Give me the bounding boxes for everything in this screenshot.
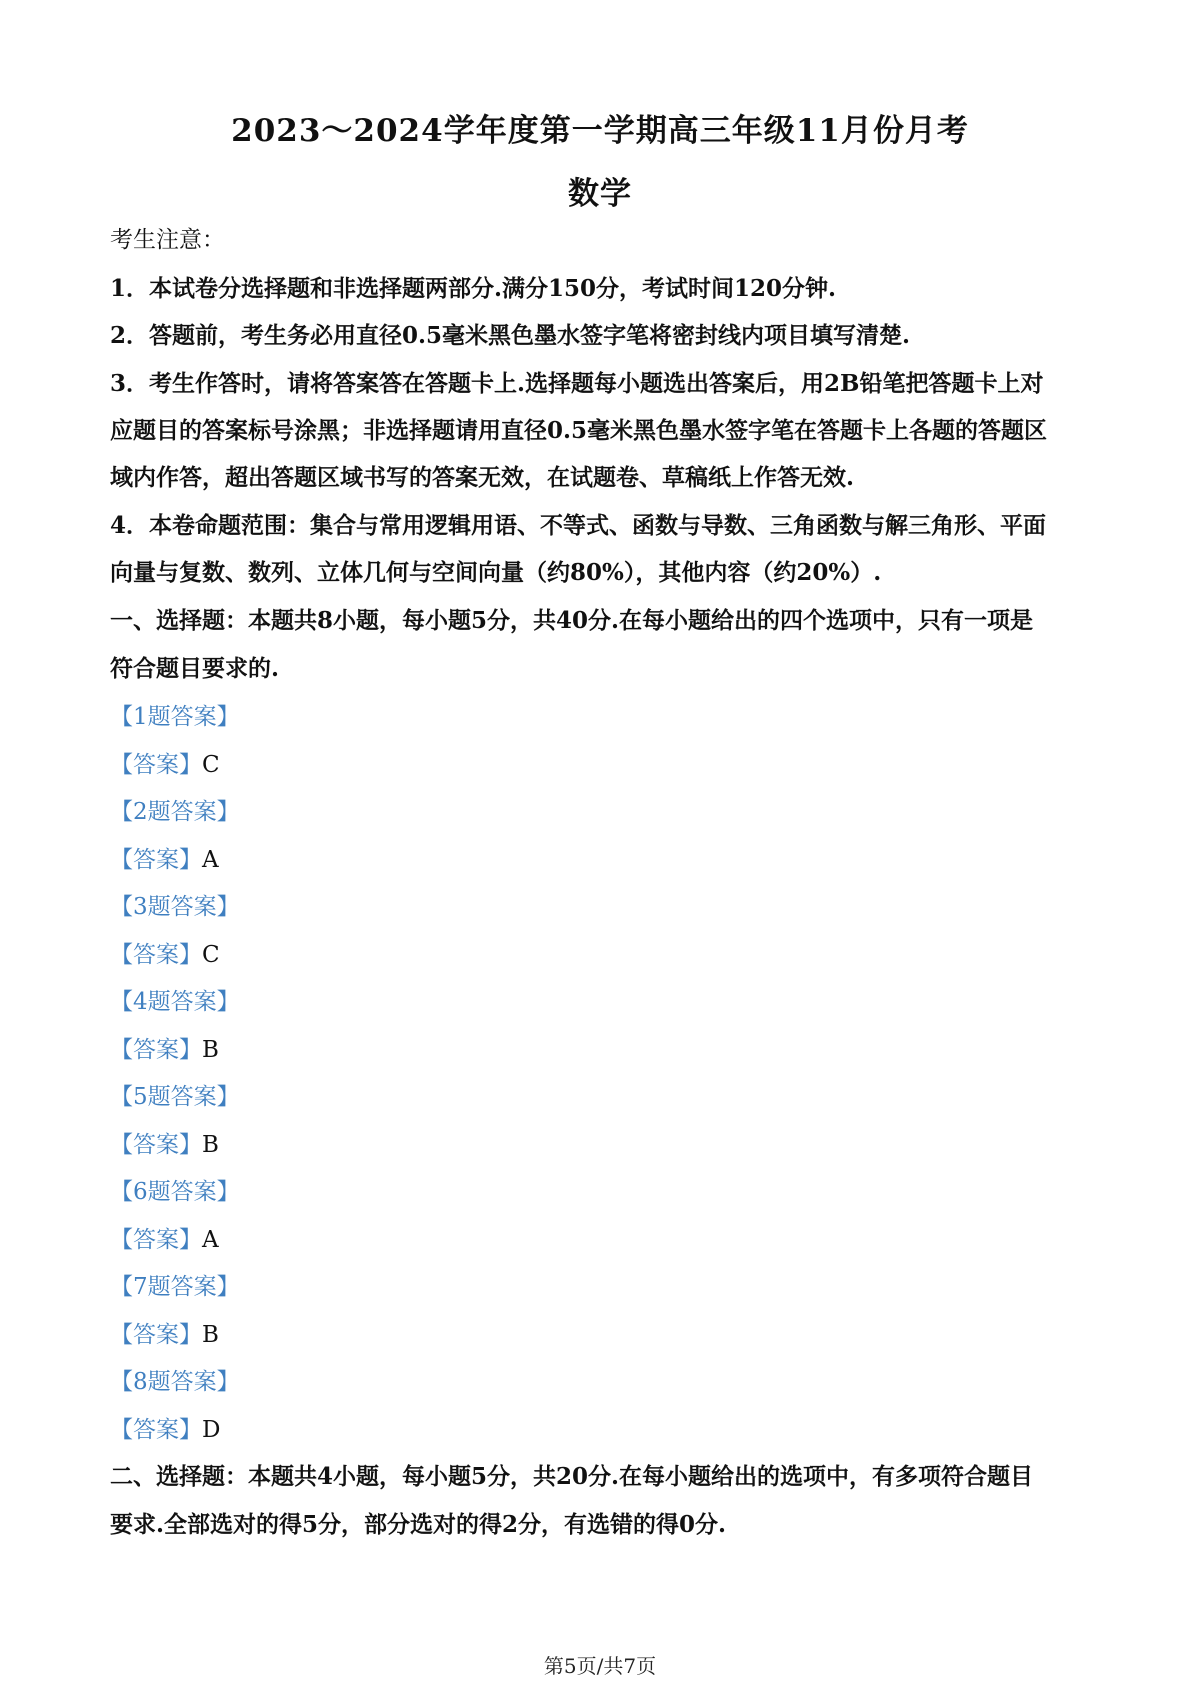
- question-label: 【7题答案】: [110, 1274, 240, 1300]
- notice-heading: 考生注意：: [110, 227, 225, 253]
- answer-value: A: [202, 1227, 219, 1253]
- question-label: 【2题答案】: [110, 799, 240, 825]
- notice-item-4-cont: 向量与复数、数列、立体几何与空间向量（约80%），其他内容（约20%）.: [110, 559, 882, 586]
- answer-row: 【答案】B: [110, 1322, 219, 1348]
- answer-value: D: [202, 1417, 221, 1443]
- notice-item-4: 4．本卷命题范围：集合与常用逻辑用语、不等式、函数与导数、三角函数与解三角形、平面: [110, 512, 1047, 539]
- answer-value: C: [202, 942, 220, 968]
- answer-row: 【答案】A: [110, 847, 219, 873]
- section2-heading: 二、选择题：本题共4小题，每小题5分，共20分.在每小题给出的选项中，有多项符合题目: [110, 1463, 1034, 1490]
- section1-heading: 一、选择题：本题共8小题，每小题5分，共40分.在每小题给出的四个选项中，只有一项是: [110, 607, 1034, 634]
- question-label: 【5题答案】: [110, 1084, 240, 1110]
- answer-row: 【答案】D: [110, 1417, 221, 1443]
- answer-value: B: [202, 1322, 219, 1348]
- exam-title: 2023～2024学年度第一学期高三年级11月份月考: [231, 113, 969, 149]
- section2-heading-cont: 要求.全部选对的得5分，部分选对的得2分，有选错的得0分.: [110, 1511, 727, 1538]
- answer-value: A: [202, 847, 219, 873]
- subject-title: 数学: [568, 176, 632, 212]
- answer-row: 【答案】C: [110, 942, 220, 968]
- notice-item-3-cont2: 域内作答，超出答题区域书写的答案无效，在试题卷、草稿纸上作答无效.: [110, 464, 855, 491]
- notice-item-1: 1．本试卷分选择题和非选择题两部分.满分150分，考试时间120分钟.: [110, 275, 837, 302]
- question-label: 【3题答案】: [110, 894, 240, 920]
- section1-heading-cont: 符合题目要求的.: [110, 655, 280, 682]
- answer-row: 【答案】B: [110, 1132, 219, 1158]
- question-label: 【6题答案】: [110, 1179, 240, 1205]
- notice-item-3: 3．考生作答时，请将答案答在答题卡上.选择题每小题选出答案后，用2B铅笔把答题卡上对: [110, 370, 1044, 397]
- answer-row: 【答案】C: [110, 752, 220, 778]
- question-label: 【1题答案】: [110, 704, 240, 730]
- notice-item-3-cont: 应题目的答案标号涂黑；非选择题请用直径0.5毫米黑色墨水签字笔在答题卡上各题的答题区: [110, 417, 1048, 444]
- answer-value: B: [202, 1037, 219, 1063]
- answer-row: 【答案】B: [110, 1037, 219, 1063]
- page-number: 第5页/共7页: [543, 1654, 657, 1678]
- answer-row: 【答案】A: [110, 1227, 219, 1253]
- notice-item-2: 2．答题前，考生务必用直径0.5毫米黑色墨水签字笔将密封线内项目填写清楚.: [110, 322, 911, 349]
- question-label: 【8题答案】: [110, 1369, 240, 1395]
- answer-value: C: [202, 752, 220, 778]
- question-label: 【4题答案】: [110, 989, 240, 1015]
- answer-value: B: [202, 1132, 219, 1158]
